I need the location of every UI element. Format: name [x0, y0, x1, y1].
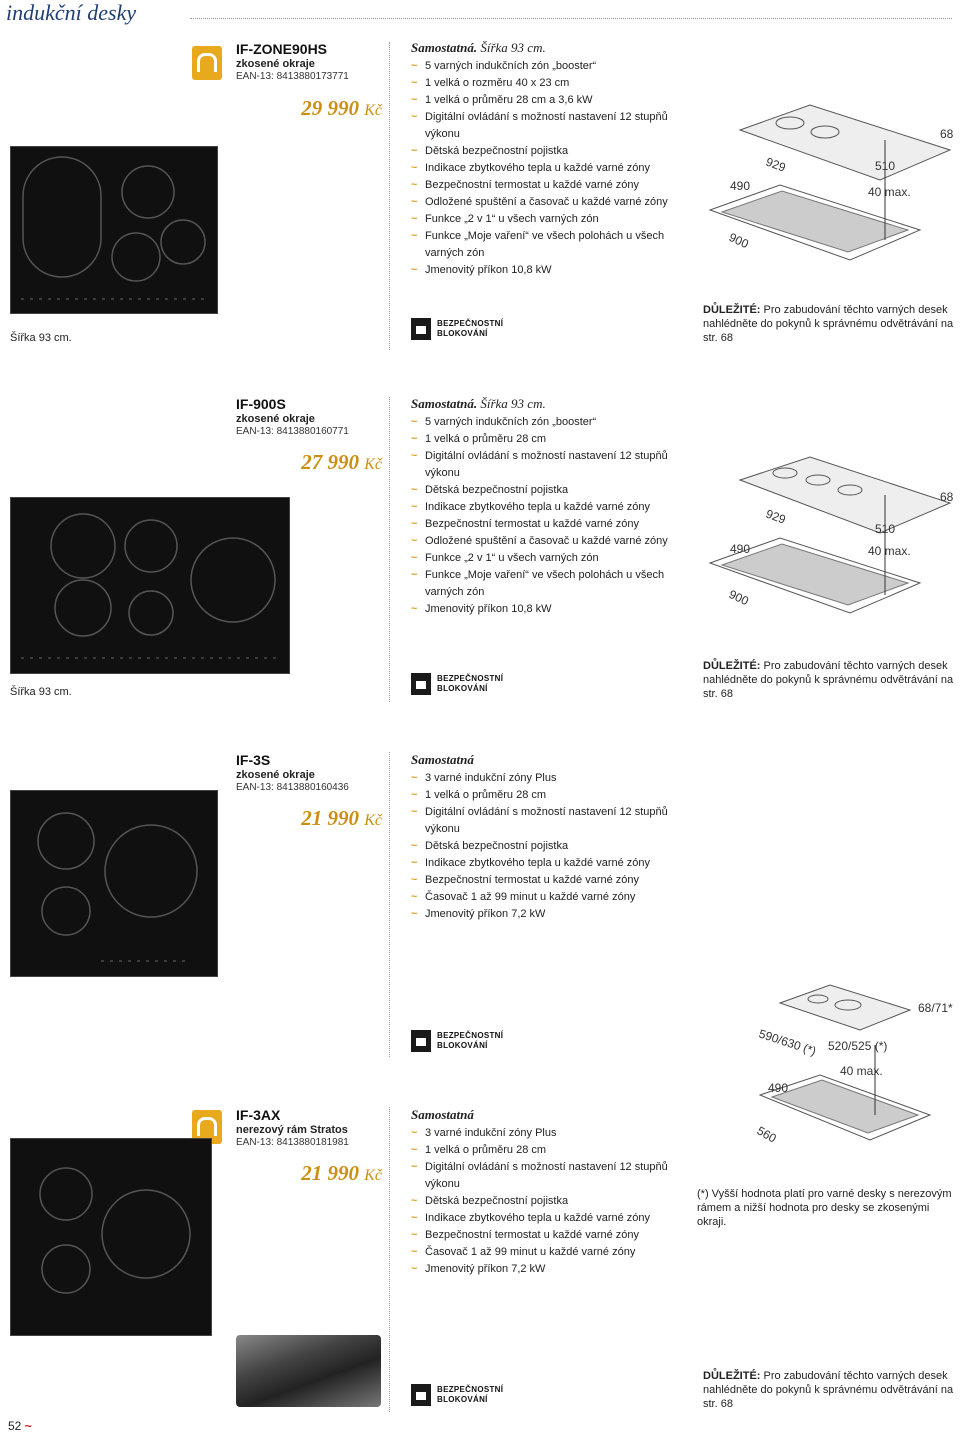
feature-item: ~ Bezpečnostní termostat u každé varné zóny [411, 177, 673, 194]
feature-item: ~ Jmenovitý příkon 10,8 kW [411, 601, 673, 618]
dimension-label: 490 [768, 1081, 789, 1095]
safety-lock-badge [411, 673, 503, 695]
dimension-label: 68/71* [918, 1001, 953, 1015]
feature-item: ~ Jmenovitý příkon 7,2 kW [411, 1261, 673, 1278]
ean-code: EAN-13: 8413880181981 [236, 1137, 349, 1148]
dimension-label: 40 max. [868, 544, 911, 558]
badge-line: BEZPEČNOSTNÍ [437, 1385, 504, 1394]
feature-list [411, 770, 673, 923]
width-label: Šířka 93 cm. [10, 332, 72, 344]
feature-item: ~ Dětská bezpečnostní pojistka [411, 838, 673, 855]
dimension-label: 68 [940, 127, 954, 141]
product-header-2 [236, 396, 349, 437]
installation-note [703, 303, 958, 345]
dimension-label: 900 [726, 230, 751, 252]
column-divider [389, 42, 390, 350]
ean-code: EAN-13: 8413880173771 [236, 71, 349, 82]
hob-image-zone90hs [10, 146, 218, 314]
model-name: IF-3AX [236, 1107, 281, 1123]
installation-note [703, 1369, 958, 1411]
feature-item: ~ Bezpečnostní termostat u každé varné zóny [411, 872, 673, 889]
feature-item: ~ Indikace zbytkového tepla u každé varné zóny [411, 499, 673, 516]
safety-lock-badge [411, 1384, 503, 1406]
ean-code: EAN-13: 8413880160771 [236, 426, 349, 437]
model-name: IF-ZONE90HS [236, 41, 328, 57]
install-diagram-2 [700, 445, 960, 645]
feature-list [411, 414, 673, 618]
dimension-label: 40 max. [868, 185, 911, 199]
dimension-label: 490 [730, 542, 751, 556]
dimension-label: 510 [875, 522, 896, 536]
dimension-label: 510 [875, 159, 896, 173]
price [236, 450, 382, 475]
feature-item: ~ Odložené spuštění a časovač u každé varné zóny [411, 533, 673, 550]
dimension-label: 929 [763, 506, 788, 527]
spec-heading-main: Samostatná. [411, 40, 478, 55]
feature-item: ~ Dětská bezpečnostní pojistka [411, 1193, 673, 1210]
dimension-label: 68 [940, 490, 954, 504]
price-value: 21 990 [301, 806, 359, 830]
badge-line: BEZPEČNOSTNÍ [437, 319, 504, 328]
feature-item: ~ Časovač 1 až 99 minut u každé varné zóny [411, 889, 673, 906]
spec-heading: Samostatná [411, 1107, 474, 1122]
stainless-frame-image [236, 1335, 381, 1407]
column-divider [389, 397, 390, 702]
product-specs-2 [411, 396, 673, 618]
spec-heading [411, 40, 673, 56]
feature-item: ~ 1 velká o průměru 28 cm [411, 431, 673, 448]
feature-item: ~ Bezpečnostní termostat u každé varné zóny [411, 1227, 673, 1244]
product-specs-1 [411, 40, 673, 279]
feature-item: ~ 1 velká o rozměru 40 x 23 cm [411, 75, 673, 92]
feature-item: ~ Jmenovitý příkon 10,8 kW [411, 262, 673, 279]
spec-heading-sub: Šířka 93 cm. [480, 40, 546, 55]
page-title: indukční desky [6, 0, 137, 25]
price [236, 806, 382, 831]
price-currency: Kč [364, 102, 382, 119]
footnote: (*) Vyšší hodnota platí pro varné desky s nerezovým rámem a nižší hodnota pro desky se zkosenými okraji. [697, 1188, 952, 1228]
note-label: DŮLEŽITÉ: [703, 660, 761, 672]
feature-item: ~ Digitální ovládání s možností nastavení 12 stupňů výkonu [411, 804, 673, 838]
dimension-label: 560 [754, 1123, 779, 1146]
feature-item: ~ Digitální ovládání s možností nastavení 12 stupňů výkonu [411, 109, 673, 143]
feature-list [411, 1125, 673, 1278]
page-number-value: 52 [8, 1419, 22, 1433]
feature-item: ~ Indikace zbytkového tepla u každé varné zóny [411, 855, 673, 872]
feature-list [411, 58, 673, 279]
badge-line: BLOKOVÁNÍ [437, 329, 488, 338]
feature-item: ~ 1 velká o průměru 28 cm a 3,6 kW [411, 92, 673, 109]
feature-item: ~ Funkce „2 v 1“ u všech varných zón [411, 211, 673, 228]
note-label: DŮLEŽITÉ: [703, 304, 761, 316]
column-divider [389, 752, 390, 1057]
lock-icon [411, 1030, 431, 1052]
model-name: IF-3S [236, 752, 271, 768]
hob-image-if3s [10, 790, 218, 977]
feature-item: ~ Odložené spuštění a časovač u každé varné zóny [411, 194, 673, 211]
install-diagram-3 [700, 975, 960, 1165]
safety-lock-badge [411, 1030, 503, 1052]
price-currency: Kč [364, 812, 382, 829]
hob-image-if3ax [10, 1138, 212, 1336]
spec-heading: Samostatná [411, 752, 474, 767]
feature-item: ~ Digitální ovládání s možností nastavení 12 stupňů výkonu [411, 448, 673, 482]
dimension-label: 900 [726, 587, 751, 609]
feature-item: ~ Dětská bezpečnostní pojistka [411, 143, 673, 160]
lock-icon [411, 1384, 431, 1406]
product-header-3 [236, 752, 349, 793]
feature-item: ~ 3 varné indukční zóny Plus [411, 1125, 673, 1142]
dimension-label: 929 [763, 154, 788, 175]
dimension-label: 590/630 (*) [757, 1026, 818, 1059]
badge-line: BLOKOVÁNÍ [437, 1041, 488, 1050]
ean-code: EAN-13: 8413880160436 [236, 782, 349, 793]
feature-item: ~ 5 varných indukčních zón „booster“ [411, 58, 673, 75]
price-currency: Kč [364, 456, 382, 473]
new-product-badge [192, 46, 222, 80]
feature-item: ~ Funkce „Moje vaření“ ve všech polohách u všech varných zón [411, 567, 673, 601]
feature-item: ~ 5 varných indukčních zón „booster“ [411, 414, 673, 431]
dimension-label: 40 max. [840, 1064, 883, 1078]
safety-lock-badge [411, 318, 503, 340]
price [236, 1161, 382, 1186]
spec-heading-sub: Šířka 93 cm. [480, 396, 546, 411]
tilde-mark: ~ [24, 1419, 32, 1433]
price-currency: Kč [364, 1167, 382, 1184]
badge-line: BLOKOVÁNÍ [437, 684, 488, 693]
feature-item: ~ Jmenovitý příkon 7,2 kW [411, 906, 673, 923]
installation-note [703, 659, 958, 701]
note-text: Pro zabudování těchto varných desek nahlédněte do pokynů k správnému odvětrávání na str. 68 [703, 660, 954, 700]
feature-item: ~ Funkce „Moje vaření“ ve všech polohách u všech varných zón [411, 228, 673, 262]
note-label: DŮLEŽITÉ: [703, 1370, 761, 1382]
price-value: 29 990 [301, 96, 359, 120]
edge-type: zkosené okraje [236, 769, 315, 781]
hob-image-if900s [10, 497, 290, 674]
dimension-label: 520/525 (*) [828, 1039, 888, 1053]
dimension-label: 490 [730, 179, 751, 193]
spec-heading [411, 396, 673, 412]
feature-item: ~ Dětská bezpečnostní pojistka [411, 482, 673, 499]
product-header-4 [236, 1107, 349, 1148]
feature-item: ~ Indikace zbytkového tepla u každé varné zóny [411, 160, 673, 177]
edge-type: nerezový rám Stratos [236, 1124, 348, 1136]
install-diagram-1 [700, 90, 960, 290]
spec-heading-main: Samostatná. [411, 396, 478, 411]
product-specs-3 [411, 752, 673, 923]
title-divider [190, 18, 952, 19]
badge-line: BEZPEČNOSTNÍ [437, 674, 504, 683]
note-text: Pro zabudování těchto varných desek nahlédněte do pokynů k správnému odvětrávání na str. 68 [703, 304, 954, 344]
price [236, 96, 382, 121]
page-number [8, 1419, 32, 1433]
product-header-1 [236, 41, 349, 82]
width-label: Šířka 93 cm. [10, 686, 72, 698]
feature-item: ~ 3 varné indukční zóny Plus [411, 770, 673, 787]
product-specs-4 [411, 1107, 673, 1278]
price-value: 21 990 [301, 1161, 359, 1185]
model-name: IF-900S [236, 396, 286, 412]
lock-icon [411, 673, 431, 695]
feature-item: ~ Digitální ovládání s možností nastavení 12 stupňů výkonu [411, 1159, 673, 1193]
edge-type: zkosené okraje [236, 413, 315, 425]
edge-type: zkosené okraje [236, 58, 315, 70]
feature-item: ~ Funkce „2 v 1“ u všech varných zón [411, 550, 673, 567]
feature-item: ~ 1 velká o průměru 28 cm [411, 1142, 673, 1159]
lock-icon [411, 318, 431, 340]
feature-item: ~ Indikace zbytkového tepla u každé varné zóny [411, 1210, 673, 1227]
badge-line: BEZPEČNOSTNÍ [437, 1031, 504, 1040]
feature-item: ~ Bezpečnostní termostat u každé varné zóny [411, 516, 673, 533]
feature-item: ~ Časovač 1 až 99 minut u každé varné zóny [411, 1244, 673, 1261]
note-text: Pro zabudování těchto varných desek nahlédněte do pokynů k správnému odvětrávání na str. 68 [703, 1370, 954, 1410]
price-value: 27 990 [301, 450, 359, 474]
badge-line: BLOKOVÁNÍ [437, 1395, 488, 1404]
column-divider [389, 1107, 390, 1412]
feature-item: ~ 1 velká o průměru 28 cm [411, 787, 673, 804]
